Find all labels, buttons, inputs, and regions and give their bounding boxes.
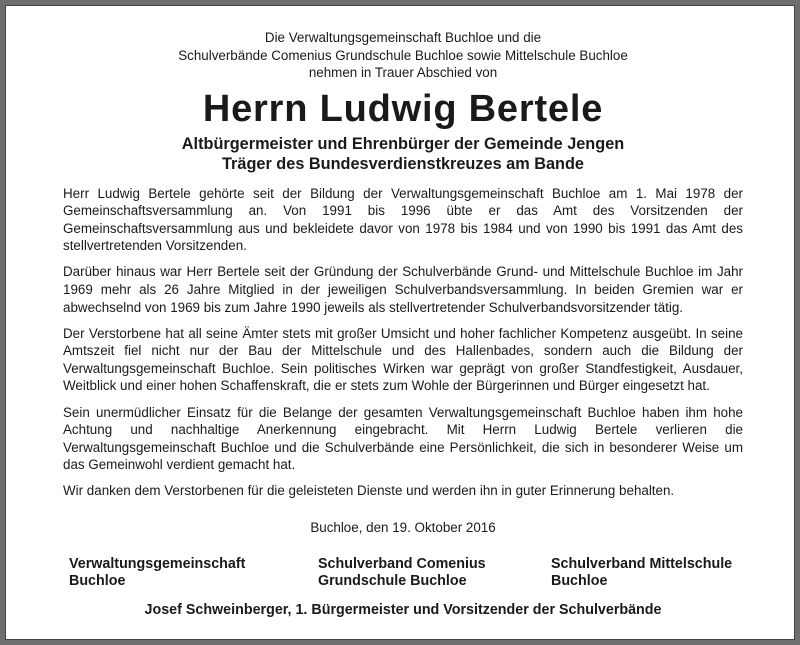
deceased-name: Herrn Ludwig Bertele — [202, 87, 604, 130]
body-paragraph: Sein unermüdlicher Einsatz für die Belange der gesamten Verwaltungsgemeinschaft Buchloe haben ihm hohe Achtung und nachhaltige Anerkennung eingebracht. Mit Herrn Ludwig Bertele verlieren die Verwaltungsgemeinschaft Buchloe und die Schulverbände eine Persönlichkeit, die sich in besonderer Weise um das Gemeinwohl verdient gemacht hat. — [63, 404, 743, 473]
body-paragraph: Der Verstorbene hat all seine Ämter stets mit großer Umsicht und hoher fachlicher Kompetenz ausgeübt. In seine Amtszeit fiel nicht nur der Bau der Mittelschule und des Hallenbades, sondern auch die Bildung der Verwaltungsgemeinschaft Buchloe. Sein politisches Wirken war geprägt von großer Standfestigkeit, Ausdauer, Weitblick und einer hohen Schaffenskraft, die er stets zum Wohle der Bürgerinnen und Bürger eingesetzt hat. — [63, 325, 743, 394]
mayor-signature-line: Josef Schweinberger, 1. Bürgermeister und Vorsitzender der Schulverbände — [144, 601, 662, 618]
obituary-notice-content — [63, 29, 743, 619]
closing-paragraph: Wir danken dem Verstorbenen für die geleisteten Dienste und werden ihn in guter Erinnerung behalten. — [63, 483, 675, 499]
place-and-date: Buchloe, den 19. Oktober 2016 — [310, 520, 496, 535]
title-line: Träger des Bundesverdienstkreuzes am Bande — [222, 154, 584, 173]
honorary-titles — [63, 134, 743, 174]
signatories — [63, 556, 743, 592]
signatory-line: Buchloe — [69, 572, 126, 589]
body-paragraph: Herr Ludwig Bertele gehörte seit der Bildung der Verwaltungsgemeinschaft Buchloe am 1. Mai 1978 der Gemeinschaftsversammlung an. Von 1991 bis 1996 übte er das Amt des Vorsitzenden der Gemeinschaftsversammlung aus und bekleidete davor von 1978 bis 1984 und von 1990 bis 1991 das Amt des stellvertretenden Vorsitzenden. — [63, 185, 743, 254]
signatory-line: Buchloe — [551, 572, 608, 589]
signatory-verwaltungsgemeinschaft — [69, 556, 245, 590]
intro-line: Schulverbände Comenius Grundschule Buchloe sowie Mittelschule Buchloe — [178, 47, 628, 63]
signatory-line: Schulverband Comenius — [318, 555, 486, 572]
signatory-line: Grundschule Buchloe — [318, 572, 467, 589]
body-paragraph: Darüber hinaus war Herr Bertele seit der Gründung der Schulverbände Grund- und Mittelschule Buchloe im Jahr 1969 mehr als 26 Jahre Mitglied in der jeweiligen Schulverbandsversammlung. In beiden Gremien war er abwechselnd von 1969 bis zum Jahre 1990 jeweils als stellvertretender Schulverbandsvorsitzender tätig. — [63, 264, 743, 315]
signatory-line: Schulverband Mittelschule — [551, 555, 733, 572]
title-line: Altbürgermeister und Ehrenbürger der Gemeinde Jengen — [181, 134, 625, 153]
intro-text — [63, 29, 743, 82]
intro-line: Die Verwaltungsgemeinschaft Buchloe und die — [264, 30, 542, 45]
signatory-line: Verwaltungsgemeinschaft — [69, 555, 246, 572]
signatory-schulverband-mittelschule — [551, 556, 732, 590]
signatory-schulverband-comenius — [318, 556, 486, 590]
intro-line: nehmen in Trauer Abschied von — [308, 65, 498, 80]
